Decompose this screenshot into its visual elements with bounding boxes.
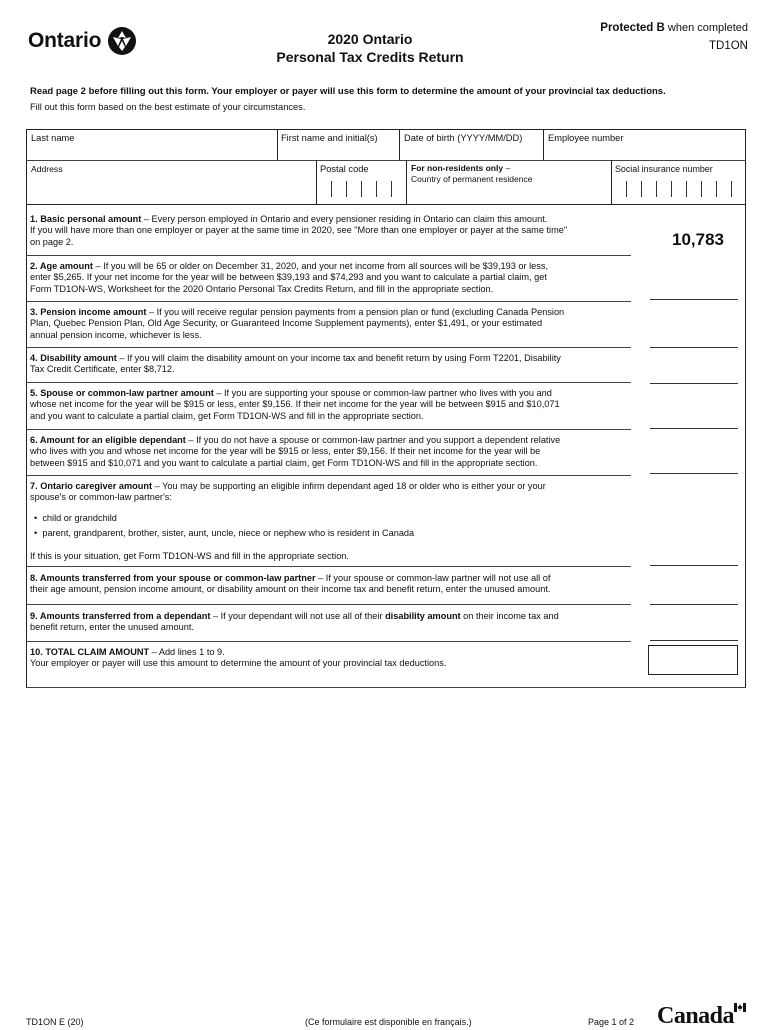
col-divider	[611, 160, 612, 205]
line-7-caregiver	[30, 481, 630, 504]
ontario-wordmark: Ontario	[28, 29, 102, 52]
line-7-text-c: If this is your situation, get Form TD1ON-WS and fill in the appropriate section.	[30, 551, 349, 561]
protected-b-bold: Protected B	[600, 22, 665, 34]
line-7-bullet-1-text: child or grandchild	[42, 513, 117, 523]
line-9-heading: 9. Amounts transferred from a dependant	[30, 611, 211, 621]
date-of-birth-field[interactable]: Date of birth (YYYY/MM/DD)	[404, 133, 523, 143]
line-divider	[26, 429, 631, 430]
line-9-bold: disability amount	[385, 611, 461, 621]
line-6-amount-field[interactable]	[650, 473, 738, 474]
postal-tick	[361, 181, 362, 197]
line-5-heading: 5. Spouse or common-law partner amount	[30, 388, 214, 398]
col-divider	[543, 129, 544, 160]
footer-french-note: (Ce formulaire est disponible en français.)	[305, 1017, 472, 1027]
line-2-age-amount	[30, 261, 630, 295]
sin-tick	[641, 181, 642, 197]
line-3-pension-income	[30, 307, 630, 341]
line-9-text-a: – If your dependant will not use all of their	[210, 611, 386, 621]
line-6-heading: 6. Amount for an eligible dependant	[30, 435, 186, 445]
line-5-text-c: and you want to calculate a partial claim, get Form TD1ON-WS and fill in the appropriate section.	[30, 410, 424, 421]
line-5-text-a: – If you are supporting your spouse or common-law partner who lives with you and	[213, 388, 552, 398]
line-2-amount-field[interactable]	[650, 299, 738, 300]
line-10-text-a: – Add lines 1 to 9.	[149, 647, 225, 657]
line-8-text-a: – If your spouse or common-law partner will not use all of	[315, 573, 551, 583]
postal-tick	[376, 181, 377, 197]
sin-tick	[716, 181, 717, 197]
line-8-transfer-spouse	[30, 573, 630, 596]
claim-section-right-border	[745, 205, 746, 687]
line-2-text-c: Form TD1ON-WS, Worksheet for the 2020 Ontario Personal Tax Credits Return, and fill in the appropriate section.	[30, 283, 494, 294]
line-2-text-b: enter $5,265. If your net income for the year will be between $39,193 and $74,293 and you want to calculate a partial claim, get	[30, 272, 547, 283]
line-1-text-b: If you will have more than one employer or payer at the same time in 2020, see "More than one employer or payer at the same time"	[30, 225, 568, 236]
line-3-text-b: Plan, Quebec Pension Plan, Old Age Security, or Guaranteed Income Supplement payments), enter $1,491, or your estimated	[30, 318, 543, 329]
protected-b-label	[600, 22, 748, 34]
line-5-text-b: whose net income for the year will be $915 or less, enter $9,156. If their net income for the year will be between $915 and $10,071	[30, 399, 560, 410]
line-1-amount: 10,783	[672, 230, 724, 249]
col-divider	[277, 129, 278, 160]
line-6-text-c: between $915 and $10,071 and you want to calculate a partial claim, get Form TD1ON-WS and fill in the appropriate section.	[30, 457, 538, 468]
line-10-text-b: Your employer or payer will use this amount to determine the amount of your provincial tax deductions.	[30, 658, 447, 669]
line-divider	[26, 301, 631, 302]
line-7-bullet-2-text: parent, grandparent, brother, sister, aunt, uncle, niece or nephew who is resident in Canada	[42, 528, 415, 538]
line-6-text-a: – If you do not have a spouse or common-law partner and you support a dependent relative	[185, 435, 561, 445]
sin-tick	[731, 181, 732, 197]
last-name-field[interactable]: Last name	[31, 133, 75, 143]
instruction-fill-out: Fill out this form based on the best estimate of your circumstances.	[30, 102, 306, 112]
col-divider	[406, 160, 407, 205]
postal-tick	[346, 181, 347, 197]
line-divider	[26, 347, 631, 348]
line-1-text-a: – Every person employed in Ontario and every pensioner residing in Ontario can claim this amount.	[141, 214, 548, 224]
line-5-amount-field[interactable]	[650, 428, 738, 429]
line-9-text-b: benefit return, enter the unused amount.	[30, 622, 194, 633]
line-8-heading: 8. Amounts transferred from your spouse or common-law partner	[30, 573, 316, 583]
line-10-heading: 10. TOTAL CLAIM AMOUNT	[30, 647, 150, 657]
title-line-1: 2020 Ontario	[327, 31, 413, 47]
claim-section-left-border	[26, 205, 27, 687]
address-field[interactable]: Address	[31, 164, 63, 174]
line-4-heading: 4. Disability amount	[30, 353, 117, 363]
form-code: TD1ON	[709, 40, 748, 52]
line-divider	[26, 604, 631, 605]
first-name-field[interactable]: First name and initial(s)	[281, 133, 378, 143]
sin-tick	[656, 181, 657, 197]
canada-wordmark	[657, 1003, 734, 1030]
line-1-basic-personal	[30, 214, 630, 248]
line-4-text-a: – If you will claim the disability amount on your income tax and benefit return by using Form T2201, Disability	[116, 353, 561, 363]
line-9-transfer-dependant	[30, 611, 630, 634]
col-divider	[399, 129, 400, 160]
postal-code-field[interactable]: Postal code	[320, 164, 369, 174]
line-4-amount-field[interactable]	[650, 383, 738, 384]
line-8-amount-field[interactable]	[650, 604, 738, 605]
line-7-bullet-1	[34, 513, 117, 523]
line-7-text-a: – You may be supporting an eligible infirm dependant aged 18 or older who is either your or your	[152, 481, 546, 491]
line-2-text-a: – If you will be 65 or older on December 31, 2020, and your net income from all sources will be $39,193 or less,	[92, 261, 548, 271]
line-4-disability	[30, 353, 630, 376]
line-7-text-b: spouse's or common-law partner's:	[30, 492, 172, 503]
protected-b-rest: when completed	[664, 22, 748, 34]
line-divider	[26, 641, 631, 642]
line-7-bullet-2	[34, 528, 414, 538]
country-residence-field[interactable]: Country of permanent residence	[411, 174, 533, 184]
line-3-text-c: annual pension income, whichever is less.	[30, 329, 202, 340]
line-divider	[26, 382, 631, 383]
line-6-eligible-dependant	[30, 435, 630, 469]
non-residents-dash: –	[503, 163, 511, 173]
line-10-total	[30, 647, 630, 670]
bullet-icon: •	[34, 528, 43, 538]
footer-form-id: TD1ON E (20)	[26, 1017, 84, 1027]
line-8-text-b: their age amount, pension income amount, or disability amount on their income tax and benefit return, enter the unused amount.	[30, 584, 551, 595]
sin-tick	[626, 181, 627, 197]
line-7-amount-field[interactable]	[650, 565, 738, 566]
line-9-amount-field[interactable]	[650, 640, 738, 641]
line-1-text-c: on page 2.	[30, 236, 74, 247]
ontario-logo	[28, 26, 137, 56]
sin-tick	[686, 181, 687, 197]
sin-tick	[671, 181, 672, 197]
employee-number-field[interactable]: Employee number	[548, 133, 624, 143]
line-3-amount-field[interactable]	[650, 347, 738, 348]
postal-tick	[331, 181, 332, 197]
instruction-read-page-2: Read page 2 before filling out this form. Your employer or payer will use this form to determine the amount of your provincial tax deductions.	[30, 86, 666, 97]
non-residents-label	[411, 163, 510, 173]
total-claim-amount-field[interactable]	[648, 645, 738, 675]
line-6-text-b: who lives with you and whose net income for the year will be $915 or less, enter $9,156. If their net income for the year will be	[30, 446, 541, 457]
title-line-2: Personal Tax Credits Return	[276, 49, 464, 65]
canada-wordmark-text: Canada	[657, 1003, 735, 1029]
line-4-text-b: Tax Credit Certificate, enter $8,712.	[30, 364, 175, 375]
line-divider	[26, 255, 631, 256]
canada-flag-icon	[734, 1003, 746, 1012]
line-3-text-a: – If you will receive regular pension payments from a pension plan or fund (excluding Canada Pension	[146, 307, 565, 317]
identity-row-divider	[26, 160, 746, 161]
trillium-icon	[107, 26, 137, 56]
line-divider	[26, 475, 631, 476]
line-5-spouse	[30, 388, 630, 422]
non-residents-bold: For non-residents only	[411, 163, 504, 173]
line-1-heading: 1. Basic personal amount	[30, 214, 142, 224]
postal-tick	[391, 181, 392, 197]
sin-field[interactable]: Social insurance number	[615, 164, 713, 174]
claim-section-bottom	[26, 687, 746, 688]
col-divider	[316, 160, 317, 205]
sin-tick	[701, 181, 702, 197]
line-2-heading: 2. Age amount	[30, 261, 93, 271]
line-divider	[26, 566, 631, 567]
line-3-heading: 3. Pension income amount	[30, 307, 147, 317]
footer-page-number: Page 1 of 2	[588, 1017, 635, 1027]
form-title	[240, 30, 500, 66]
line-9-text-a2: on their income tax and	[460, 611, 559, 621]
line-7-heading: 7. Ontario caregiver amount	[30, 481, 153, 491]
bullet-icon: •	[34, 513, 43, 523]
